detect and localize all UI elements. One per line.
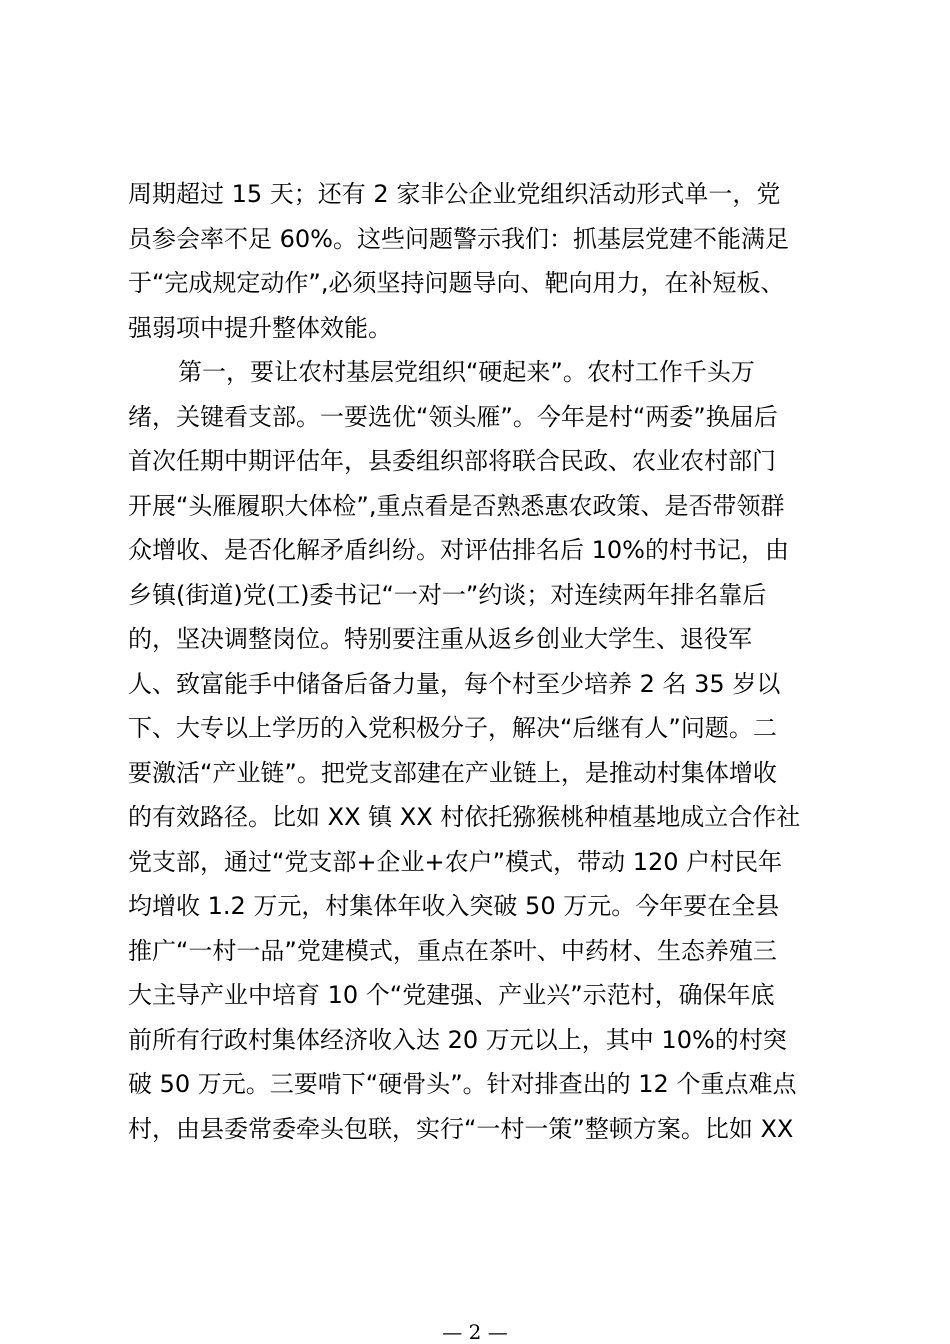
text-line: 推广“一村一品”党建模式，重点在茶叶、中药材、生态养殖三: [128, 936, 777, 965]
text-line: 于“完成规定动作”,必须坚持问题导向、靶向用力，在补短板、: [128, 269, 785, 297]
text-line: 村，由县委常委牵头包联，实行“一村一策”整顿方案。比如 XX: [128, 1114, 794, 1143]
paragraph-1: [128, 172, 830, 350]
text-line: 前所有行政村集体经济收入达 20 万元以上，其中 10%的村突: [128, 1025, 787, 1054]
text-line: 首次任期中期评估年，县委组织部将联合民政、农业农村部门: [128, 447, 776, 475]
text-line: 周期超过 15 天；还有 2 家非公企业党组织活动形式单一，党: [128, 180, 781, 208]
text-line: 人、致富能手中储备后备力量，每个村至少培养 2 名 35 岁以: [128, 669, 781, 698]
text-line: 下、大专以上学历的入党积极分子，解决“后继有人”问题。二: [128, 714, 777, 742]
text-line: 开展“头雁履职大体检”,重点看是否熟悉惠农政策、是否带领群: [128, 491, 785, 520]
text-line: 的，坚决调整岗位。特别要注重从返乡创业大学生、退役军: [128, 625, 752, 653]
text-line: 众增收、是否化解矛盾纠纷。对评估排名后 10%的村书记，由: [128, 536, 789, 564]
text-line: 党支部，通过“党支部+企业+农户”模式，带动 120 户村民年: [128, 847, 783, 876]
text-line: 第一，要让农村基层党组织“硬起来”。农村工作千头万: [178, 358, 755, 386]
text-line: 绪，关键看支部。一要选优“领头雁”。今年是村“两委”换届后: [128, 402, 778, 431]
text-line: 均增收 1.2 万元，村集体年收入突破 50 万元。今年要在全县: [128, 892, 780, 920]
paragraph-2: [128, 350, 830, 1151]
text-line: 破 50 万元。三要啃下“硬骨头”。针对排查出的 12 个重点难点: [128, 1070, 797, 1098]
text-line: 要激活“产业链”。把党支部建在产业链上，是推动村集体增收: [128, 758, 777, 787]
text-line: 的有效路径。比如 XX 镇 XX 村依托猕猴桃种植基地成立合作社: [128, 803, 801, 831]
text-line: 乡镇(街道)党(工)委书记“一对一”约谈；对连续两年排名靠后: [128, 580, 767, 609]
page-number: — 2 —: [442, 1320, 508, 1344]
body-text: [128, 172, 830, 1151]
text-line: 强弱项中提升整体效能。: [128, 313, 392, 342]
text-line: 大主导产业中培育 10 个“党建强、产业兴”示范村，确保年底: [128, 981, 775, 1009]
text-line: 员参会率不足 60%。这些问题警示我们：抓基层党建不能满足: [128, 224, 789, 253]
